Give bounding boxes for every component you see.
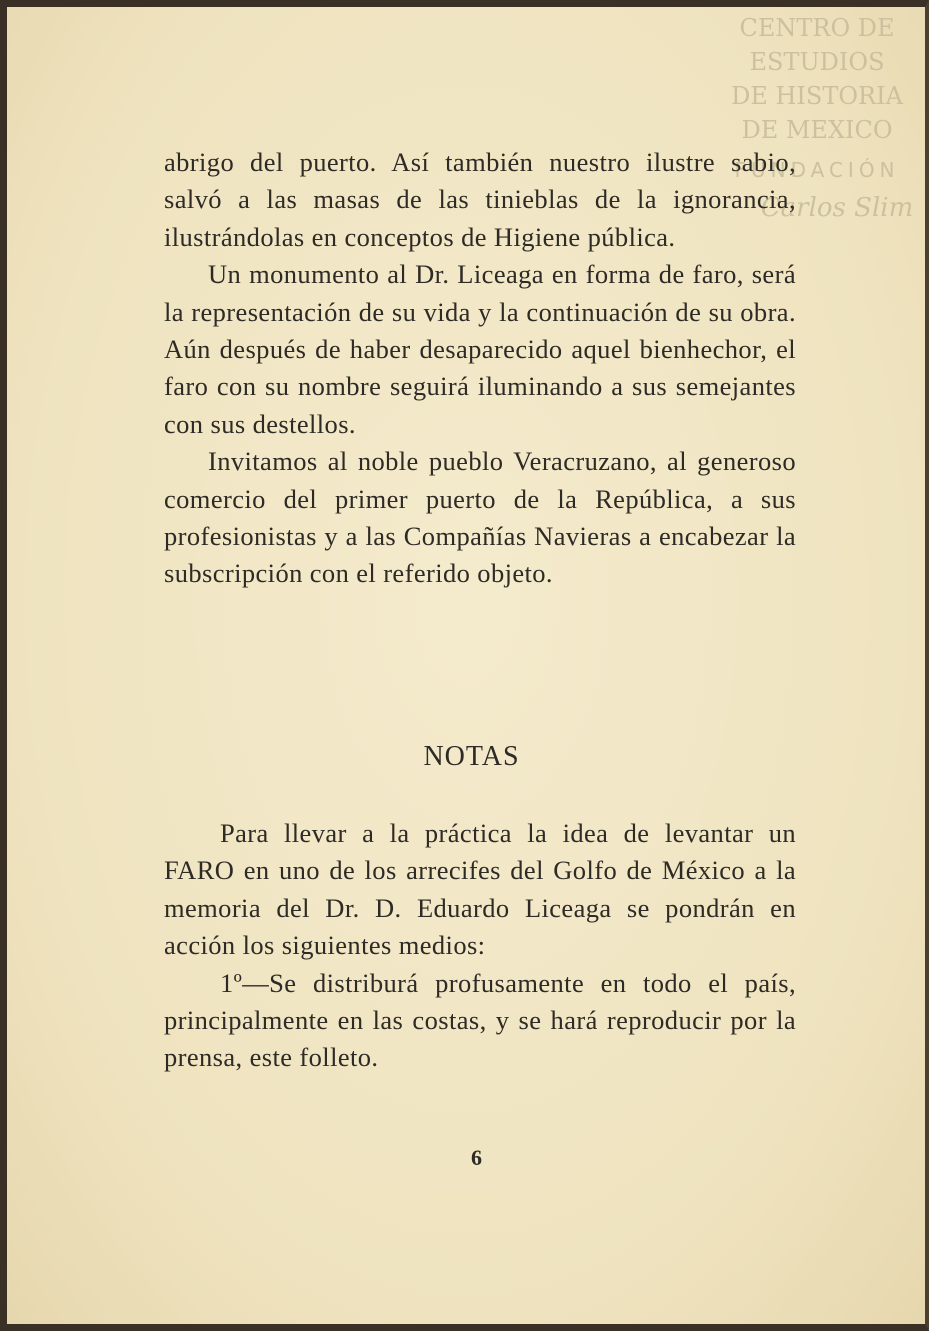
watermark-line: DE HISTORIA [731,82,903,110]
body-text [164,144,796,593]
watermark-foundation: FUNDACIÓN [734,158,900,182]
paragraph: abrigo del puerto. Así también nuestro ilustre sabio, salvó a las masas de las tinieblas de la ignorancia, ilustrándolas en conceptos de Higiene pública. [164,147,796,252]
watermark-line: CENTRO DE [739,14,895,42]
notes-text [164,815,796,1077]
paragraph: Un monumento al Dr. Liceaga en forma de faro, será la representación de su vida y la continuación de su obra. Aún después de haber desaparecido aquel bienhechor, el faro con su nombre seguirá iluminando a sus semejantes con sus destellos. [164,259,796,439]
section-heading: NOTAS [423,741,520,772]
watermark-signature: Carlos Slim [760,193,914,223]
paragraph: 1º—Se distriburá profusamente en todo el país, principalmente en las costas, y se hará reproducir por la prensa, este folleto. [164,967,796,1073]
page-number: 6 [471,1145,482,1170]
paragraph: Para llevar a la práctica la idea de levantar un FARO en uno de los arrecifes del Golfo de México a la memoria del Dr. D. Eduardo Liceaga se pondrán en acción los siguientes medios: [164,818,796,961]
paragraph: Invitamos al noble pueblo Veracruzano, al generoso comercio del primer puerto de la República, a sus profesionistas y a las Compañías Navieras a encabezar la subscripción con el referido objeto. [164,446,796,589]
watermark-line: ESTUDIOS [749,48,885,76]
watermark-line: DE MEXICO [741,116,893,144]
